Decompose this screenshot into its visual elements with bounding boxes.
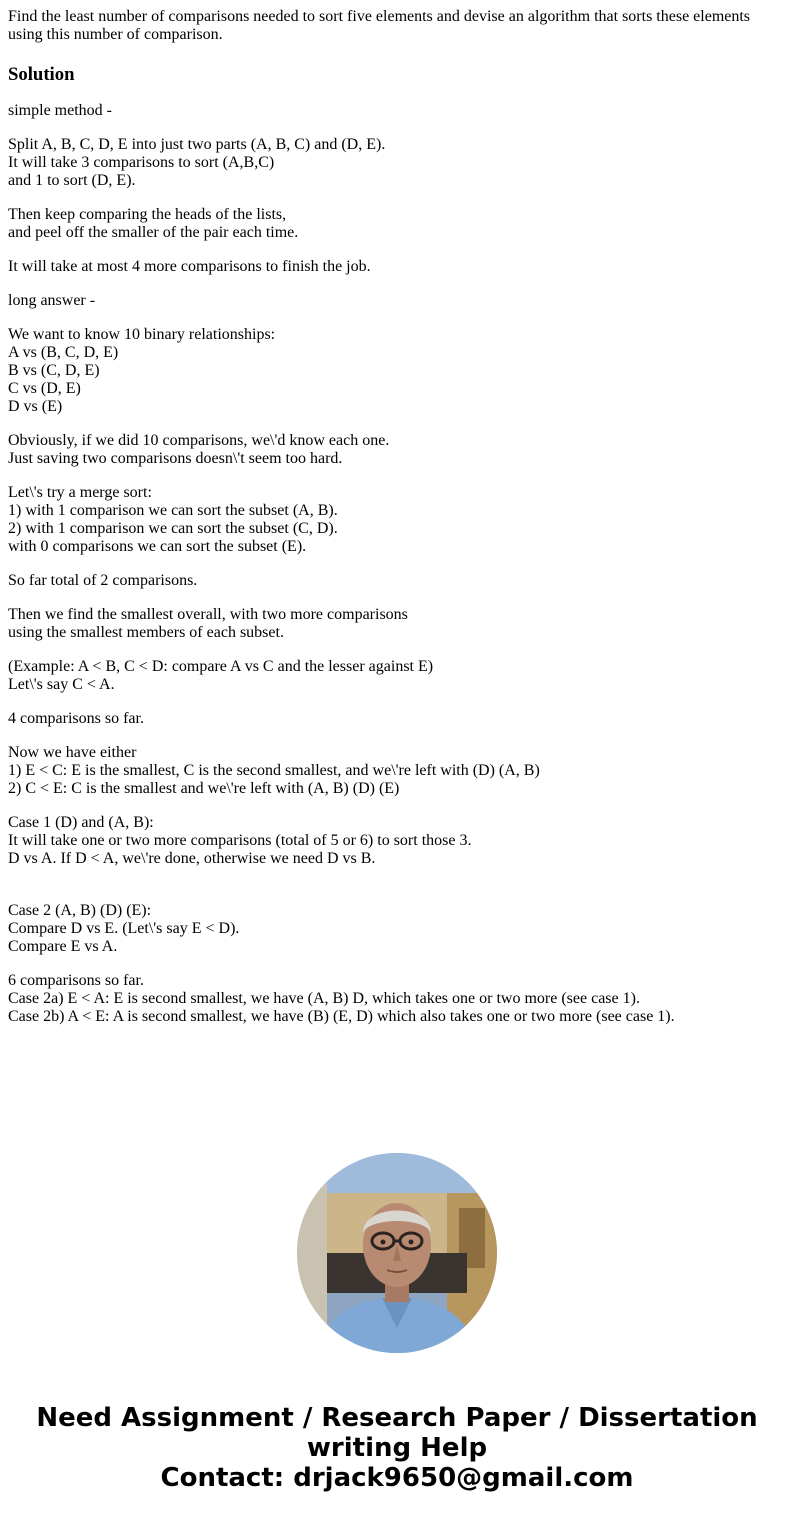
answer-paragraph bbox=[8, 744, 778, 798]
promo-line-1: Need Assignment / Research Paper / Dissertation bbox=[36, 1403, 758, 1433]
answer-paragraph bbox=[8, 710, 778, 728]
answer-paragraph bbox=[8, 136, 778, 190]
answer-line: 1) with 1 comparison we can sort the subset (A, B). bbox=[8, 502, 338, 519]
answer-line: simple method - bbox=[8, 102, 112, 119]
answer-line: long answer - bbox=[8, 292, 96, 309]
promo-banner bbox=[0, 1403, 794, 1493]
answer-line: We want to know 10 binary relationships: bbox=[8, 326, 276, 343]
question-line-1: Find the least number of comparisons needed to sort five elements and devise an algorithm that sorts these elements bbox=[8, 8, 751, 25]
answer-paragraph bbox=[8, 606, 778, 642]
answer-line: Let\'s try a merge sort: bbox=[8, 484, 152, 501]
answer-line: Case 2b) A < E: A is second smallest, we have (B) (E, D) which also takes one or two more (see case 1). bbox=[8, 1008, 675, 1025]
answer-text bbox=[8, 102, 778, 1042]
answer-line: with 0 comparisons we can sort the subset (E). bbox=[8, 538, 307, 555]
answer-paragraph bbox=[8, 572, 778, 590]
answer-line: Just saving two comparisons doesn\'t seem too hard. bbox=[8, 450, 343, 467]
avatar bbox=[297, 1153, 497, 1353]
answer-line: Let\'s say C < A. bbox=[8, 676, 115, 693]
answer-paragraph bbox=[8, 814, 778, 868]
answer-line: and 1 to sort (D, E). bbox=[8, 172, 136, 189]
answer-line: Then we find the smallest overall, with two more comparisons bbox=[8, 606, 408, 623]
answer-line: Then keep comparing the heads of the lists, bbox=[8, 206, 287, 223]
answer-line: Case 2a) E < A: E is second smallest, we have (A, B) D, which takes one or two more (see case 1). bbox=[8, 990, 640, 1007]
answer-line: (Example: A < B, C < D: compare A vs C and the lesser against E) bbox=[8, 658, 434, 675]
answer-line: Case 2 (A, B) (D) (E): bbox=[8, 902, 152, 919]
answer-line: Compare D vs E. (Let\'s say E < D). bbox=[8, 920, 240, 937]
answer-line: 2) C < E: C is the smallest and we\'re left with (A, B) (D) (E) bbox=[8, 780, 400, 797]
answer-paragraph bbox=[8, 658, 778, 694]
answer-paragraph bbox=[8, 206, 778, 242]
answer-line: Split A, B, C, D, E into just two parts (A, B, C) and (D, E). bbox=[8, 136, 386, 153]
answer-paragraph bbox=[8, 292, 778, 310]
answer-line: So far total of 2 comparisons. bbox=[8, 572, 198, 589]
answer-line: It will take one or two more comparisons (total of 5 or 6) to sort those 3. bbox=[8, 832, 472, 849]
answer-line: It will take at most 4 more comparisons to finish the job. bbox=[8, 258, 371, 275]
answer-line: 4 comparisons so far. bbox=[8, 710, 144, 727]
person-photo-icon bbox=[297, 1153, 497, 1353]
document-body bbox=[8, 8, 778, 1025]
answer-line: C vs (D, E) bbox=[8, 380, 81, 397]
answer-line: Now we have either bbox=[8, 744, 137, 761]
solution-heading: Solution bbox=[8, 64, 75, 85]
answer-line: It will take 3 comparisons to sort (A,B,C) bbox=[8, 154, 275, 171]
answer-line: D vs (E) bbox=[8, 398, 63, 415]
answer-line: Compare E vs A. bbox=[8, 938, 118, 955]
answer-line: and peel off the smaller of the pair each time. bbox=[8, 224, 299, 241]
answer-line: 2) with 1 comparison we can sort the subset (C, D). bbox=[8, 520, 338, 537]
promo-line-3: Contact: drjack9650@gmail.com bbox=[160, 1463, 634, 1493]
question-text bbox=[8, 8, 778, 44]
answer-line: Obviously, if we did 10 comparisons, we\'d know each one. bbox=[8, 432, 390, 449]
promo-line-2: writing Help bbox=[306, 1433, 488, 1463]
answer-paragraph bbox=[8, 258, 778, 276]
answer-paragraph bbox=[8, 326, 778, 416]
answer-line: A vs (B, C, D, E) bbox=[8, 344, 119, 361]
answer-line: Case 1 (D) and (A, B): bbox=[8, 814, 154, 831]
answer-paragraph bbox=[8, 902, 778, 956]
answer-paragraph bbox=[8, 484, 778, 556]
answer-paragraph bbox=[8, 102, 778, 120]
answer-paragraph bbox=[8, 972, 778, 1026]
answer-line: 6 comparisons so far. bbox=[8, 972, 144, 989]
answer-line: 1) E < C: E is the smallest, C is the second smallest, and we\'re left with (D) (A, B) bbox=[8, 762, 540, 779]
answer-line: using the smallest members of each subset. bbox=[8, 624, 284, 641]
answer-paragraph bbox=[8, 432, 778, 468]
answer-line: D vs A. If D < A, we\'re done, otherwise we need D vs B. bbox=[8, 850, 376, 867]
answer-line: B vs (C, D, E) bbox=[8, 362, 100, 379]
question-line-2: using this number of comparison. bbox=[8, 26, 223, 43]
